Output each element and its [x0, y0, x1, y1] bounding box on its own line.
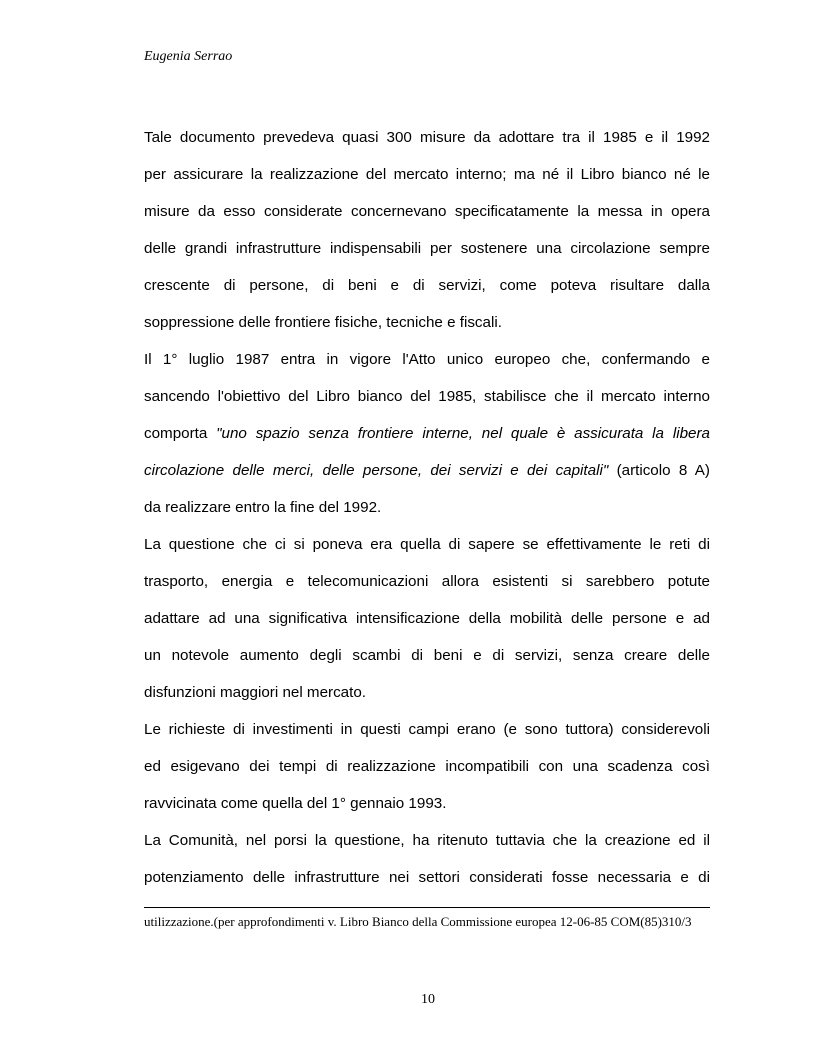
quotation-italic: circolazione delle merci, delle persone, dei servizi e dei capitali" [144, 462, 609, 479]
footnote-divider [144, 907, 710, 908]
body-line: adattare ad una significativa intensificazione della mobilità delle persone e ad [144, 610, 710, 627]
body-line: un notevole aumento degli scambi di beni e di servizi, senza creare delle [144, 647, 710, 664]
body-line-with-quote [144, 415, 710, 452]
body-line: La questione che ci si poneva era quella di sapere se effettivamente le reti di [144, 536, 710, 553]
body-line: potenziamento delle infrastrutture nei settori considerati fosse necessaria e di [144, 869, 710, 886]
body-line: sancendo l'obiettivo del Libro bianco del 1985, stabilisce che il mercato interno [144, 388, 710, 405]
body-line: trasporto, energia e telecomunicazioni allora esistenti si sarebbero potute [144, 573, 710, 590]
body-line: delle grandi infrastrutture indispensabili per sostenere una circolazione sempre [144, 240, 710, 257]
body-line: per assicurare la realizzazione del mercato interno; ma né il Libro bianco né le [144, 166, 710, 183]
running-header-author: Eugenia Serrao [144, 49, 233, 64]
body-line: Tale documento prevedeva quasi 300 misure da adottare tra il 1985 e il 1992 [144, 129, 710, 146]
body-line: ed esigevano dei tempi di realizzazione incompatibili con una scadenza così [144, 758, 710, 775]
body-line: crescente di persone, di beni e di servizi, come poteva risultare dalla [144, 277, 710, 294]
body-text-fragment: comporta [144, 425, 208, 442]
body-line: da realizzare entro la fine del 1992. [144, 499, 382, 516]
body-line: Le richieste di investimenti in questi campi erano (e sono tuttora) considerevoli [144, 721, 710, 738]
body-line: ravvicinata come quella del 1° gennaio 1993. [144, 795, 447, 812]
body-line: La Comunità, nel porsi la questione, ha ritenuto tuttavia che la creazione ed il [144, 832, 710, 849]
page-number: 10 [421, 992, 435, 1007]
body-text [144, 119, 710, 896]
body-line: disfunzioni maggiori nel mercato. [144, 684, 367, 701]
footnote-text: utilizzazione.(per approfondimenti v. Libro Bianco della Commissione europea 12-06-85 COM(85)310/3 [144, 914, 692, 929]
body-line: soppressione delle frontiere fisiche, tecniche e fiscali. [144, 314, 502, 331]
body-line: Il 1° luglio 1987 entra in vigore l'Atto unico europeo che, confermando e [144, 351, 710, 368]
body-line-with-quote [144, 452, 710, 489]
body-line: misure da esso considerate concernevano specificatamente la messa in opera [144, 203, 710, 220]
quotation-italic: "uno spazio senza frontiere interne, nel quale è assicurata la libera [216, 425, 710, 442]
article-reference: (articolo 8 A) [616, 462, 710, 479]
